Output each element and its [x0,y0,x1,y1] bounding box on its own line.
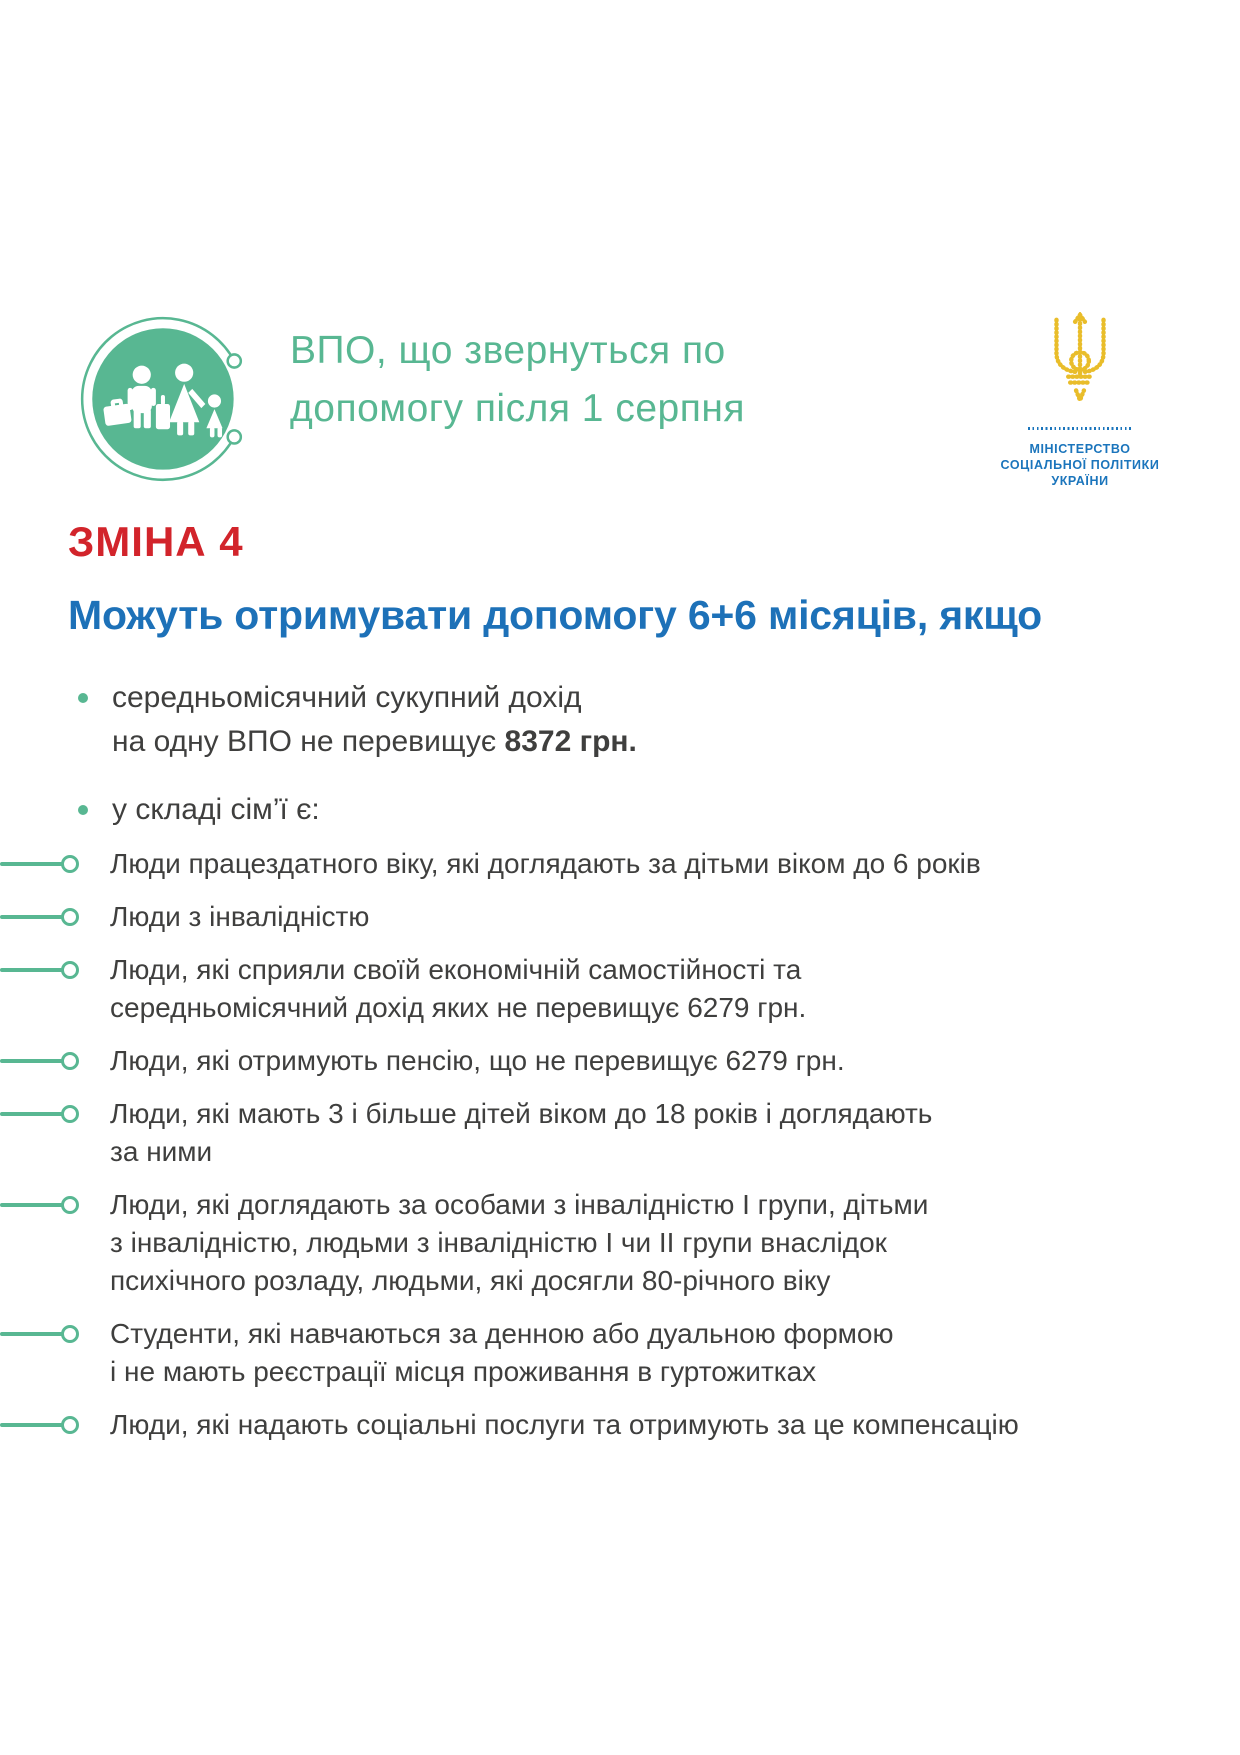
trident-icon [1044,312,1116,410]
line-connector-icon [0,1042,110,1080]
line-connector-icon [0,1186,110,1224]
change-label: ЗМІНА 4 [68,518,244,565]
list-item [0,1186,1240,1300]
line-connector-icon [0,951,110,989]
list-item [0,1315,1240,1391]
conditions-list [70,676,1050,856]
list-item-text: Люди, які мають 3 і більше дітей віком до 18 років і доглядають за ними [110,1098,933,1167]
list-item [0,1406,1240,1444]
ministry-logo [985,312,1175,489]
list-item [0,1095,1240,1171]
ministry-name-line2: СОЦІАЛЬНОЇ ПОЛІТИКИ [1000,458,1160,472]
condition-income [70,676,1050,764]
line-connector-icon [0,898,110,936]
ministry-name [985,441,1175,489]
list-item-text: Люди, які сприяли своїй економічній самостійності та середньомісячний дохід яких не перевищує 6279 грн. [110,954,807,1023]
page-title: ВПО, що звернуться по допомогу після 1 серпня [290,329,745,430]
list-item-text: Люди з інвалідністю [110,901,370,932]
ministry-name-line3: УКРАЇНИ [1051,474,1109,488]
income-threshold: 8372 грн. [504,725,637,758]
list-item-text: Люди працездатного віку, які доглядають за дітьми віком до 6 років [110,848,981,879]
list-item [0,845,1240,883]
list-item [0,898,1240,936]
ministry-name-line1: МІНІСТЕРСТВО [1029,442,1131,456]
family-members-list [0,845,1240,1459]
bullet-dot-icon [78,805,88,815]
line-connector-icon [0,1315,110,1353]
condition-family-intro [70,788,1050,832]
list-item [0,951,1240,1027]
family-with-luggage-icon [66,300,268,502]
condition-income-text [112,676,1050,764]
condition-income-line1: середньомісячний сукупний дохід [112,681,582,714]
line-connector-icon [0,1406,110,1444]
line-connector-icon [0,845,110,883]
headline: Можуть отримувати допомогу 6+6 місяців, якщо [68,592,1042,638]
line-connector-icon [0,1095,110,1133]
list-item [0,1042,1240,1080]
bullet-dot-icon [78,693,88,703]
condition-income-line2: на одну ВПО не перевищує 8372 грн. [112,725,637,758]
list-item-text: Люди, які надають соціальні послуги та отримують за це компенсацію [110,1409,1019,1440]
condition-family-intro-text: у складі сім’ї є: [112,793,320,826]
list-item-text: Люди, які отримують пенсію, що не перевищує 6279 грн. [110,1045,845,1076]
dotted-divider [1028,427,1132,430]
list-item-text: Студенти, які навчаються за денною або дуальною формою і не мають реєстрації місця проживання в гуртожитках [110,1318,894,1387]
list-item-text: Люди, які доглядають за особами з інвалідністю І групи, дітьми з інвалідністю, людьми з інвалідністю І чи ІІ групи внаслідок психічного розладу, людьми, які досягли 80-річного віку [110,1189,929,1296]
